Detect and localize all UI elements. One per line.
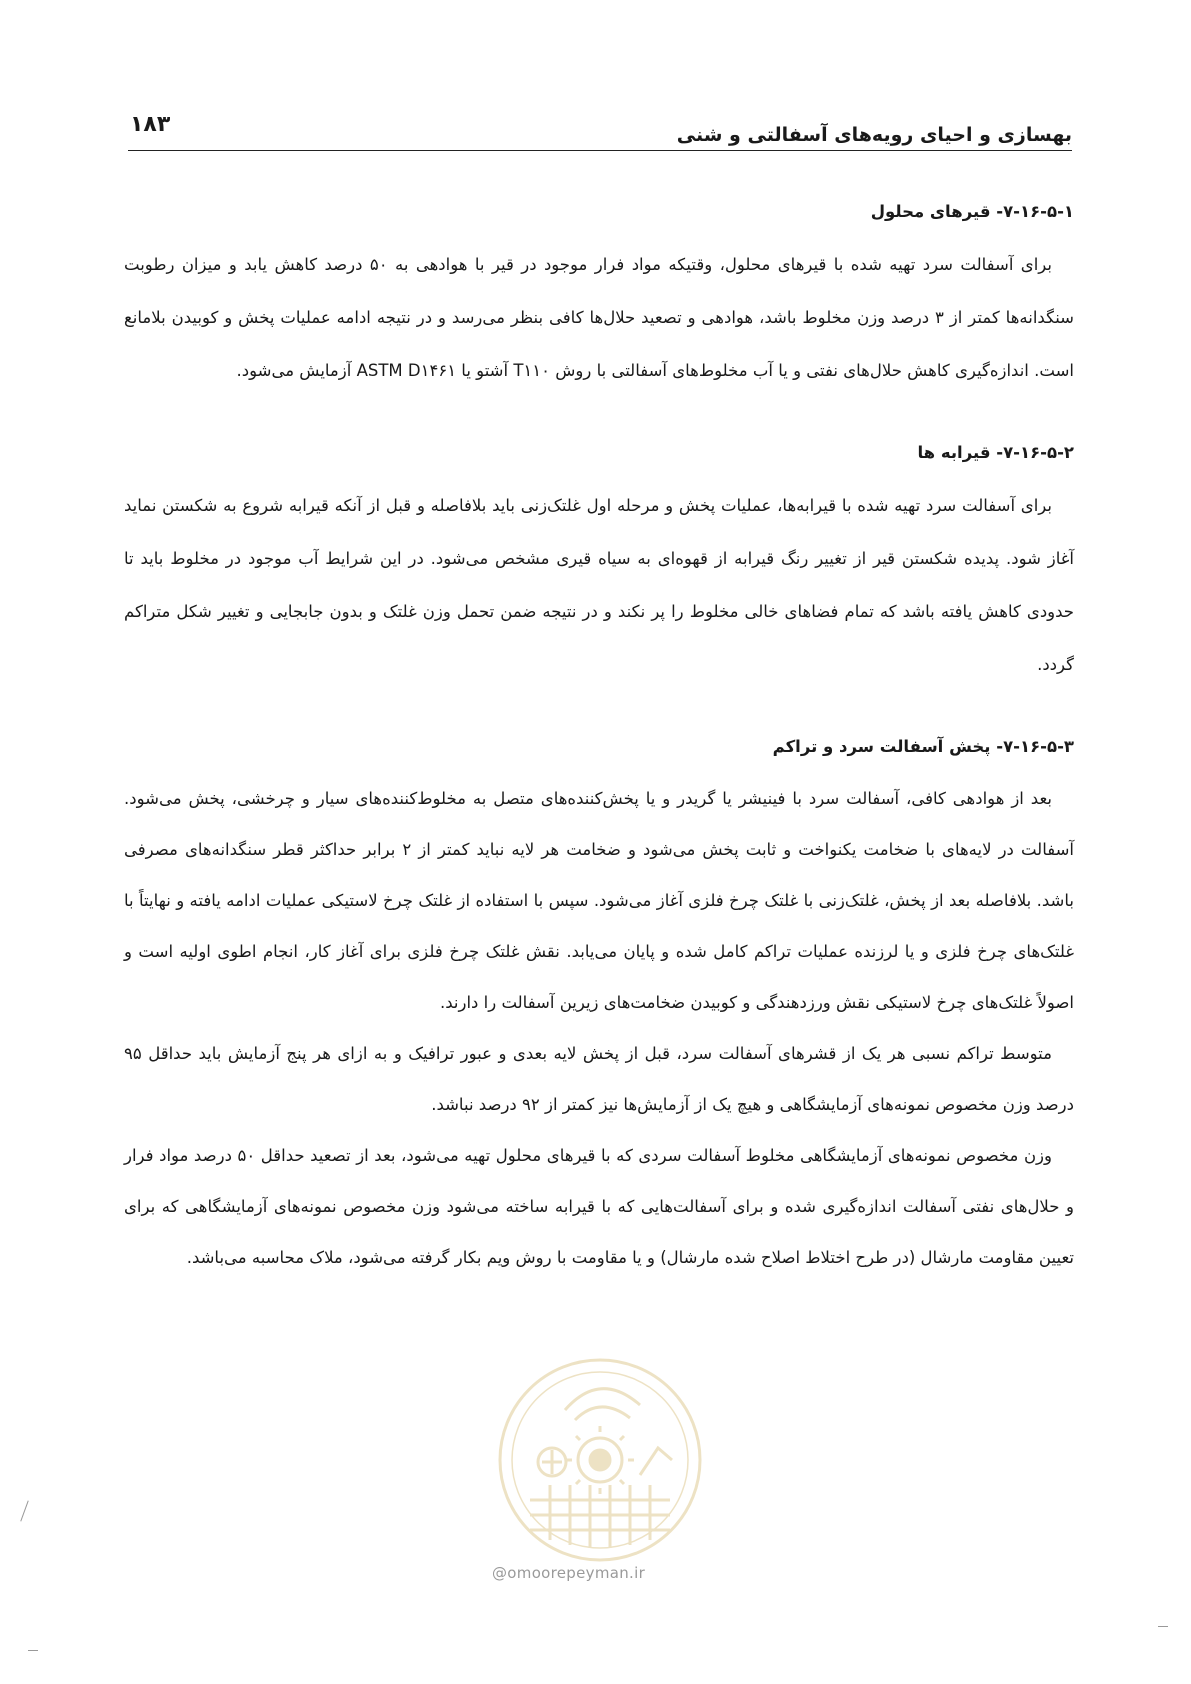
page-body (124, 200, 1074, 1283)
page-header (128, 112, 1072, 151)
watermark-url: @omoorepeyman.ir (492, 1564, 646, 1582)
section-spreading-compaction (124, 735, 1074, 1283)
section-emulsions (124, 441, 1074, 691)
section-heading: ۷-۱۶-۵-۱- قیرهای محلول (870, 202, 1074, 221)
running-title: بهسازی و احیای رویه‌های آسفالتی و شنی (676, 124, 1072, 146)
section-heading: ۷-۱۶-۵-۲- قیرابه ها (917, 443, 1074, 462)
section-cutback-asphalts (124, 200, 1074, 397)
paragraph: وزن مخصوص نمونه‌های آزمایشگاهی مخلوط آسفالت سردی که با قیرهای محلول تهیه می‌شود، بعد از تصعید حداقل ۵۰ درصد مواد فرار و حلال‌های نفتی آسفالت اندازه‌گیری شده و برای آسفالت‌هایی که با قیرابه ساخته می‌شود وزن مخصوص نمونه‌های آزمایشگاهی که برای تعیین مقاومت مارشال (در طرح اختلاط اصلاح شده مارشال) و یا مقاومت با روش ویم بکار گرفته می‌شود، ملاک محاسبه می‌باشد. (124, 1146, 1074, 1267)
margin-mark (1158, 1626, 1168, 1627)
page-number: ۱۸۳ (130, 112, 171, 137)
section-heading: ۷-۱۶-۵-۳- پخش آسفالت سرد و تراکم (772, 737, 1074, 756)
watermark-logo (490, 1350, 710, 1570)
paragraph: برای آسفالت سرد تهیه شده با قیرهای محلول، وقتیکه مواد فرار موجود در قیر با هوادهی به ۵۰ درصد کاهش یابد و میزان رطوبت سنگدانه‌ها کمتر از ۳ درصد وزن مخلوط باشد، هوادهی و تصعید حلال‌ها کافی بنظر می‌رسد و در نتیجه ادامه عملیات پخش و کوبیدن بلامانع است. اندازه‌گیری کاهش حلال‌های نفتی و یا آب مخلوط‌های آسفالتی با روش T۱۱۰ آشتو یا ASTM D۱۴۶۱ آزمایش می‌شود. (124, 255, 1075, 380)
paragraph: بعد از هوادهی کافی، آسفالت سرد با فینیشر یا گریدر و یا پخش‌کننده‌های متصل به مخلوط‌کننده‌های سیار و چرخشی، پخش می‌شود. آسفالت در لایه‌های با ضخامت یکنواخت و ثابت پخش می‌شود و ضخامت هر لایه نباید کمتر از ۲ برابر حداکثر قطر سنگدانه‌های مصرفی باشد. بلافاصله بعد از پخش، غلتک‌زنی با غلتک چرخ فلزی آغاز می‌شود. سپس با استفاده از غلتک چرخ لاستیکی عملیات ادامه یافته و نهایتاً با غلتک‌های چرخ فلزی و یا لرزنده عملیات تراکم کامل شده و پایان می‌یابد. نقش غلتک چرخ فلزی برای آغاز کار، انجام اطوی اولیه است و اصولاً غلتک‌های چرخ لاستیکی نقش ورزدهندگی و کوبیدن ضخامت‌های زیرین آسفالت را دارند. (124, 789, 1074, 1012)
margin-mark (28, 1650, 38, 1651)
paragraph: برای آسفالت سرد تهیه شده با قیرابه‌ها، عملیات پخش و مرحله اول غلتک‌زنی باید بلافاصله و قبل از آنکه قیرابه شروع به شکستن نماید آغاز شود. پدیده شکستن قیر از تغییر رنگ قیرابه از قهوه‌ای به سیاه قیری مشخص می‌شود. در این شرایط آب موجود در مخلوط باید تا حدودی کاهش یافته باشد که تمام فضاهای خالی مخلوط را پر نکند و در نتیجه ضمن تحمل وزن غلتک و بدون جابجایی و تغییر شکل متراکم گردد. (124, 496, 1074, 674)
margin-mark (20, 1500, 28, 1521)
paragraph: متوسط تراکم نسبی هر یک از قشرهای آسفالت سرد، قبل از پخش لایه بعدی و عبور ترافیک و به ازای هر پنج آزمایش باید حداقل ۹۵ درصد وزن مخصوص نمونه‌های آزمایشگاهی و هیچ یک از آزمایش‌ها نیز کمتر از ۹۲ درصد نباشد. (124, 1044, 1074, 1114)
